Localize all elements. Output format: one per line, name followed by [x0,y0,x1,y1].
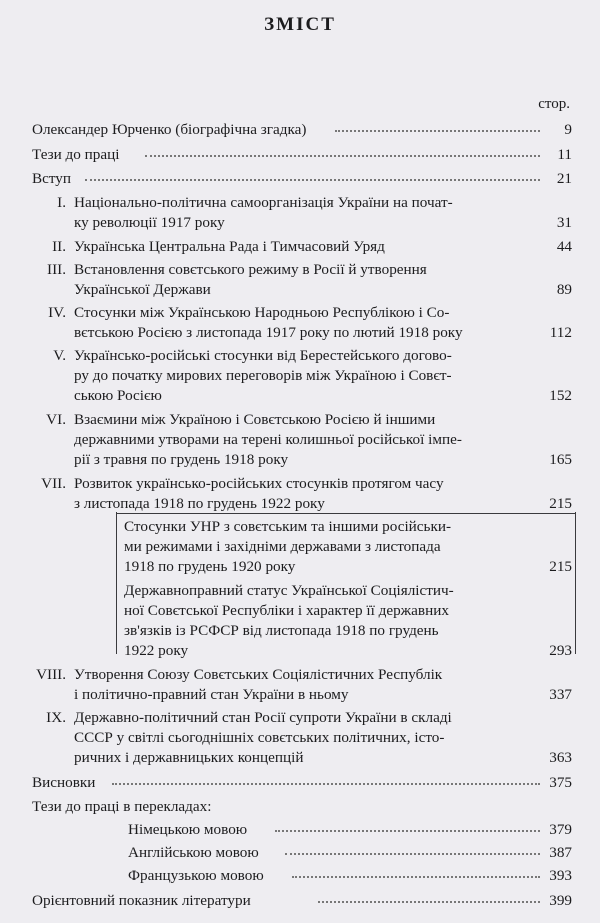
toc-entry-text: Національно-політична самоорганізація України на почат- [74,194,453,211]
leader-line [85,179,540,182]
toc-entry-text: ми режимами і західніми державами з листопада [124,538,441,555]
toc-entry-text: Українсько-російські стосунки від Берестейського догово- [74,347,452,364]
toc-entry-page: 337 [549,686,572,703]
toc-entry [74,665,442,705]
toc-entry-page: 89 [556,281,572,298]
toc-entry-text: Утворення Союзу Совєтських Соціялістичних Республік [74,666,443,683]
toc-entry-text: рії з травня по грудень 1918 року [74,451,289,468]
chapter-number: IV. [48,304,66,321]
chapter-number: VII. [41,475,66,492]
toc-entry-text: Взаємини між Україною і Совєтською Росією й іншими [74,411,436,428]
toc-entry-page: 152 [549,387,572,404]
leader-line [112,783,540,786]
toc-entry [74,193,453,233]
bracket-line [116,512,117,654]
toc-entry-text: державними утворами на терені колишньої російської імпе- [74,431,462,448]
toc-entry [32,797,211,817]
toc-entry-text: Українська Центральна Рада і Тимчасовий Уряд [74,238,385,255]
toc-entry-page: 399 [549,892,572,909]
chapter-number: III. [47,261,66,278]
chapter-number: II. [52,238,66,255]
toc-entry [32,891,251,911]
toc-entry-page: 44 [556,238,572,255]
toc-entry-text: ричних і державницьких концепцій [74,749,304,766]
page-title: ЗМІСТ [264,14,336,35]
toc-entry-text: Тези до праці [32,146,120,163]
toc-entry-page: 379 [549,821,572,838]
toc-entry-text: вєтською Росією з листопада 1917 року по лютий 1918 року [74,324,463,341]
bracket-line [116,513,576,514]
toc-entry-text: Олександер Юрченко (біографічна згадка) [32,121,307,138]
chapter-number: VI. [46,411,66,428]
toc-entry-text: Німецькою мовою [128,821,248,838]
toc-entry [32,169,71,189]
toc-subentry [124,581,454,661]
toc-entry-text: Стосунки УНР з совєтським та іншими російськи- [124,518,452,535]
toc-entry-text: 1922 року [124,642,189,659]
toc-entry-page: 11 [557,146,572,163]
leader-line [145,155,540,158]
toc-entry-text: Французькою мовою [128,867,264,884]
leader-line [335,130,540,133]
toc-entry [74,474,444,514]
toc-entry-page: 375 [549,774,572,791]
leader-line [275,830,540,833]
leader-line [285,853,540,856]
toc-entry-text: ної Совєтської Республіки і характер її державних [124,602,449,619]
chapter-number: VIII. [36,666,66,683]
toc-entry-text: ською Росією [74,387,162,404]
toc-entry-page: 363 [549,749,572,766]
toc-entry-page: 387 [549,844,572,861]
page-column-header: стор. [538,96,570,112]
toc-subentry [128,820,247,840]
leader-line [292,876,540,879]
toc-entry-page: 393 [549,867,572,884]
toc-entry-page: 215 [549,495,572,512]
toc-entry-page: 31 [556,214,572,231]
toc-entry-text: Встановлення совєтського режиму в Росії й утворення [74,261,427,278]
toc-entry [32,773,95,793]
toc-entry [74,346,452,406]
toc-entry [74,303,463,343]
toc-entry [32,145,119,165]
leader-line [318,901,540,904]
toc-entry-text: і політично-правний стан України в ньому [74,686,349,703]
toc-entry-text: Орієнтовний показник літератури [32,892,251,909]
toc-entry [74,708,452,768]
toc-subentry [128,843,259,863]
toc-entry-page: 9 [564,121,572,138]
toc-entry-text: зв'язків із РСФСР від листопада 1918 по грудень [124,622,439,639]
toc-entry-text: ру до початку мирових переговорів між Україною і Совєт- [74,367,452,384]
toc-entry [74,237,385,257]
toc-entry-text: Тези до праці в перекладах: [32,798,212,815]
toc-entry-text: СССР у світлі сьогоднішніх совєтських політичних, істо- [74,729,445,746]
chapter-number: IX. [46,709,66,726]
toc-entry-page: 21 [556,170,572,187]
toc-entry-text: Стосунки між Українською Народньою Республікою і Со- [74,304,450,321]
toc-entry-text: Державноправний статус Української Соціялістич- [124,582,454,599]
toc-subentry [128,866,264,886]
toc-entry-text: Англійською мовою [128,844,259,861]
toc-entry-page: 165 [549,451,572,468]
toc-entry-text: Вступ [32,170,72,187]
toc-entry-page: 215 [549,558,572,575]
toc-entry-text: Висновки [32,774,96,791]
toc-entry-text: з листопада 1918 по грудень 1922 року [74,495,325,512]
toc-entry-page: 293 [549,642,572,659]
chapter-number: I. [57,194,66,211]
toc-entry-page: 112 [549,324,572,341]
toc-entry-text: Державно-політичний стан Росії супроти України в складі [74,709,452,726]
toc-entry-text: Розвиток українсько-російських стосунків протягом часу [74,475,444,492]
toc-entry-text: Української Держави [74,281,211,298]
toc-subentry [124,517,451,577]
toc-entry [74,410,462,470]
toc-entry [74,260,427,300]
bracket-line [575,512,576,654]
toc-entry-text: 1918 по грудень 1920 року [124,558,296,575]
chapter-number: V. [53,347,66,364]
toc-entry-text: ку революції 1917 року [74,214,225,231]
